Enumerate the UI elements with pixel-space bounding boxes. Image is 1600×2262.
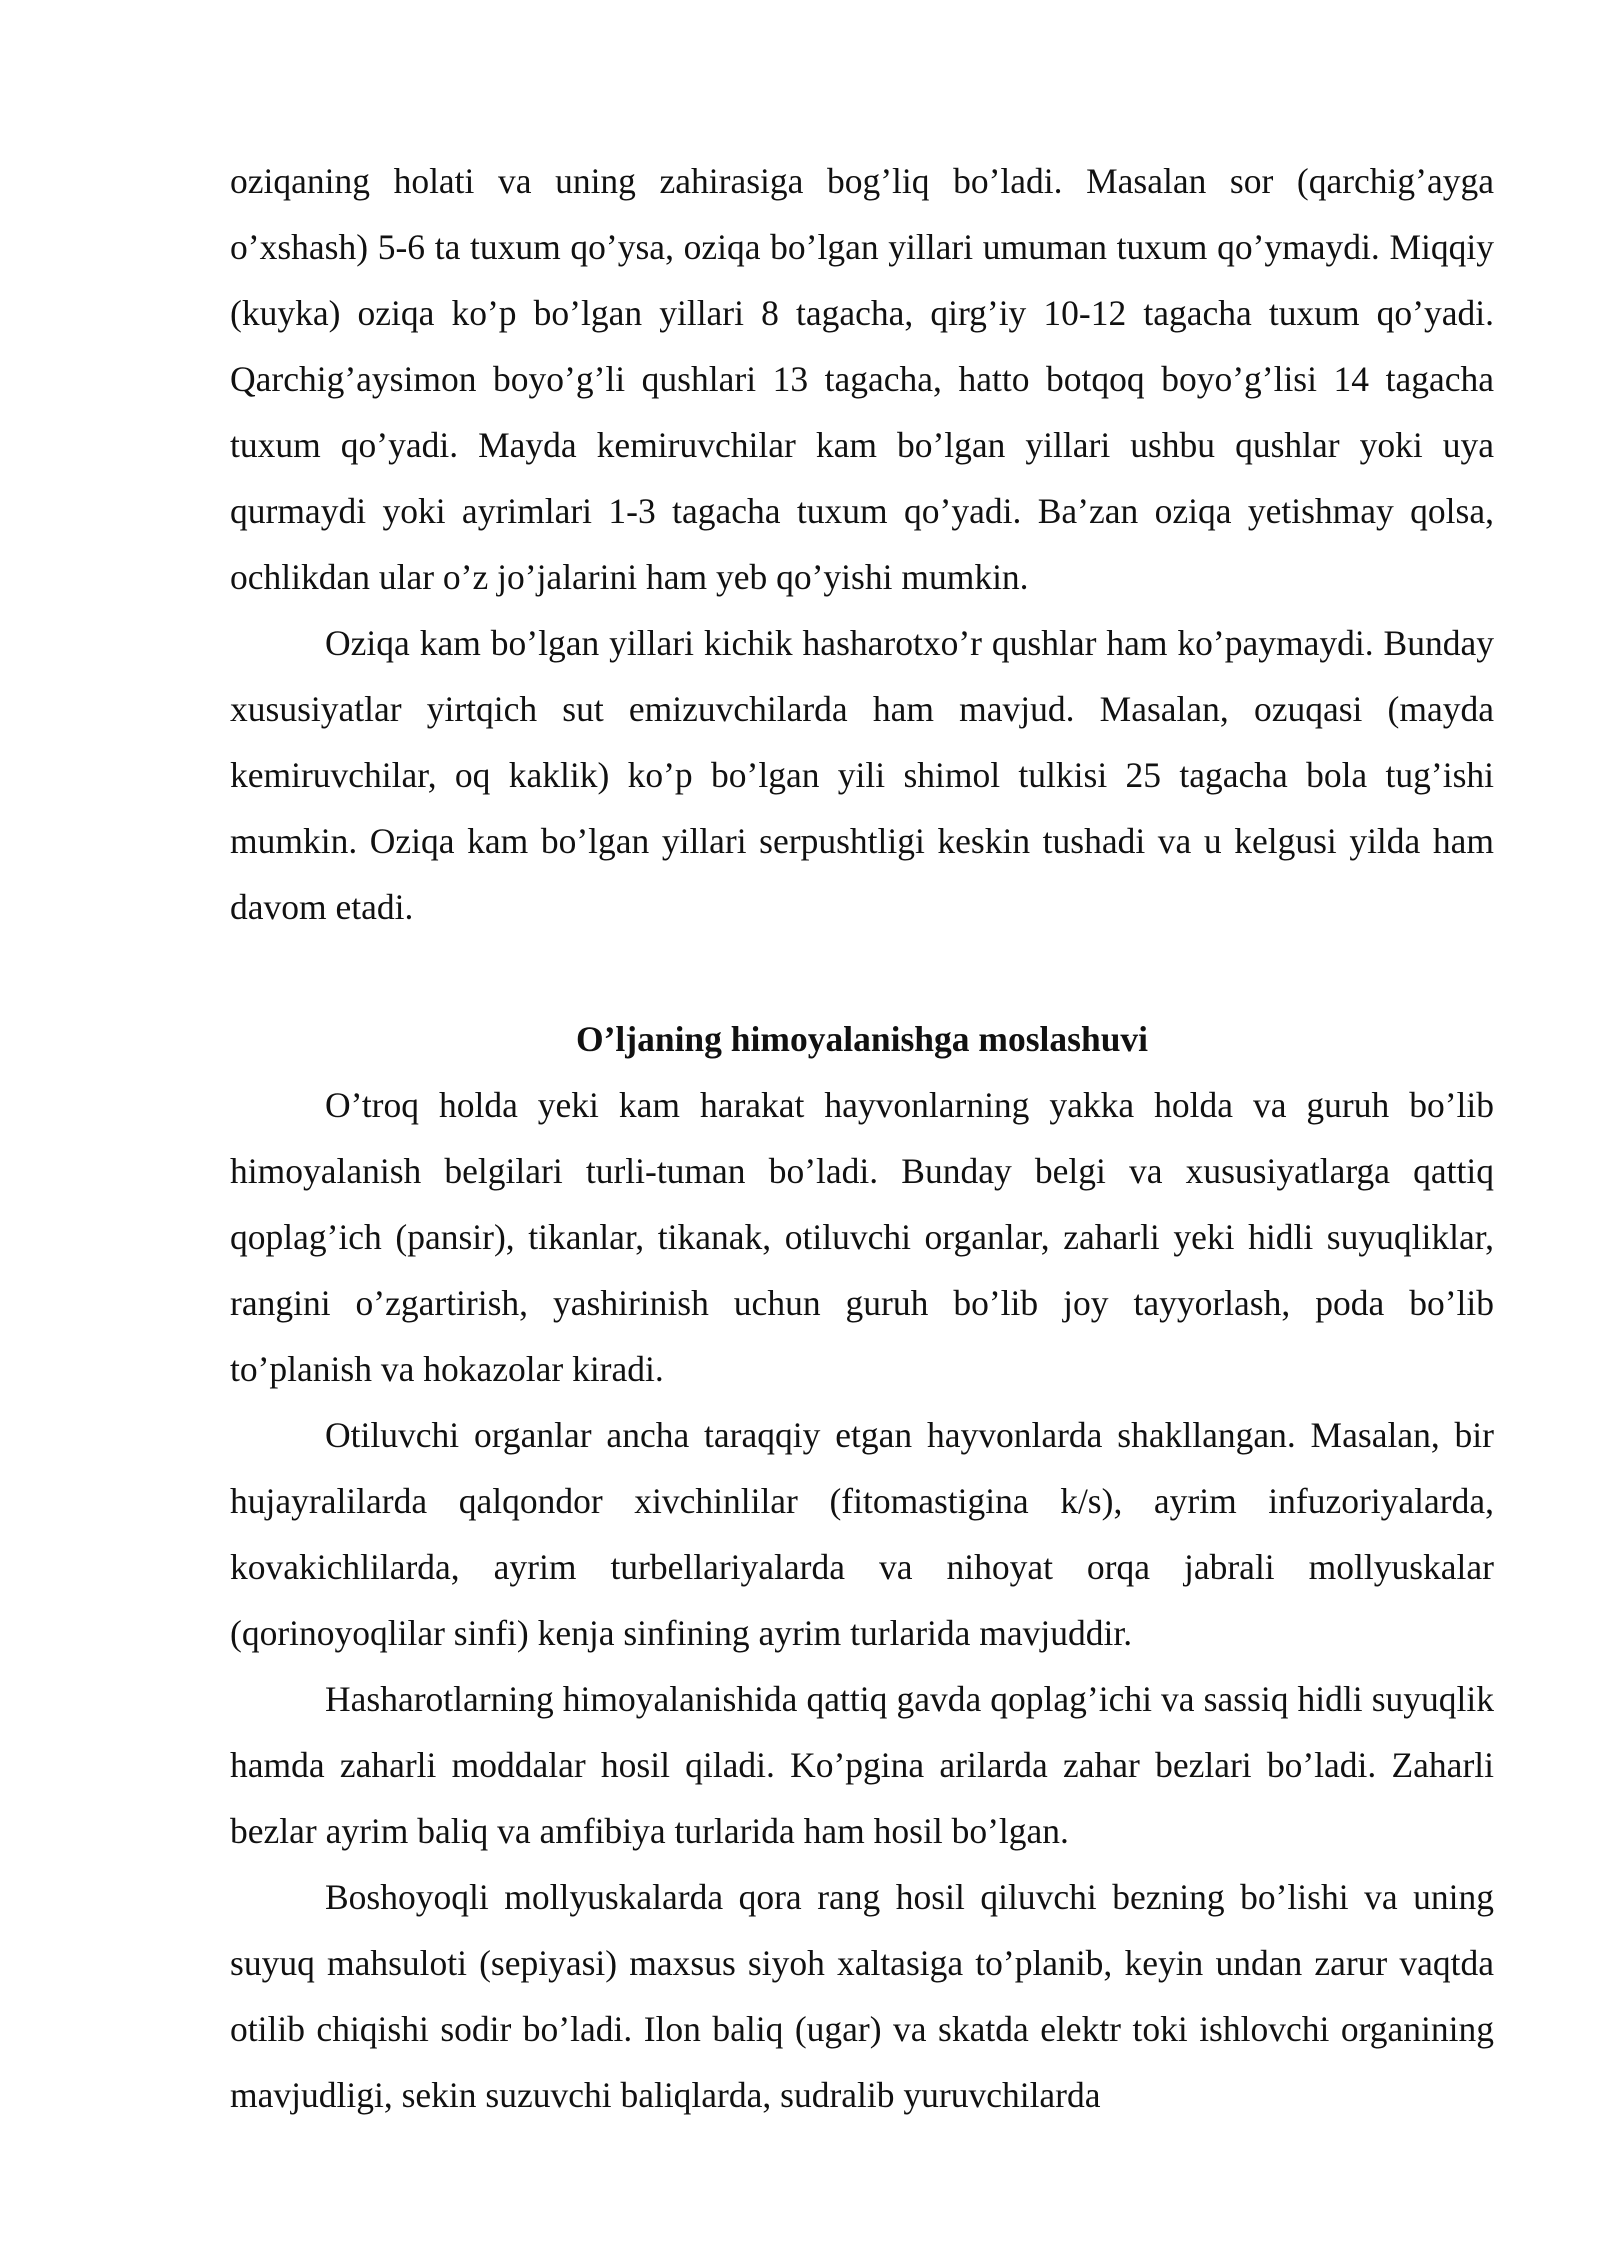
paragraph-defense-traits: O’troq holda yeki kam harakat hayvonlarning yakka holda va guruh bo’lib himoyalanish belgilari turli-tuman bo’ladi. Bunday belgi va xususiyatlarga qattiq qoplag’ich (pansir), tikanlar, tikanak, otiluvchi organlar, zaharli yeki hidli suyuqliklar, rangini o’zgartirish, yashirinish uchun guruh bo’lib joy tayyorlash, poda bo’lib to’planish va hokazolar kiradi.: [230, 1085, 1494, 1389]
section-spacer: [230, 940, 1494, 1006]
paragraph-ejecting-organs: Otiluvchi organlar ancha taraqqiy etgan hayvonlarda shakllangan. Masalan, bir hujayralilarda qalqondor xivchinlilar (fitomastigina k/s), ayrim infuzoriyalarda, kovakichlilarda, ayrim turbellariyalarda va nihoyat orqa jabrali mollyuskalar (qorinoyoqlilar sinfi) kenja sinfining ayrim turlarida mavjuddir.: [230, 1415, 1494, 1653]
paragraph-cephalopod-ink: Boshoyoqli mollyuskalarda qora rang hosil qiluvchi bezning bo’lishi va uning suyuq mahsuloti (sepiyasi) maxsus siyoh xaltasiga to’planib, keyin undan zarur vaqtda otilib chiqishi sodir bo’ladi. Ilon baliq (ugar) va skatda elektr toki ishlovchi organining mavjudligi, sekin suzuvchi baliqlarda, sudralib yuruvchilarda: [230, 1877, 1494, 2115]
document-page: [230, 148, 1494, 2128]
paragraph-insectivorous-birds: Oziqa kam bo’lgan yillari kichik hasharotxo’r qushlar ham ko’paymaydi. Bunday xususiyatlar yirtqich sut emizuvchilarda ham mavjud. Masalan, ozuqasi (mayda kemiruvchilar, oq kaklik) ko’p bo’lgan yili shimol tulkisi 25 tagacha bola tug’ishi mumkin. Oziqa kam bo’lgan yillari serpushtligi keskin tushadi va u kelgusi yilda ham davom etadi.: [230, 623, 1494, 927]
paragraph-insect-defense: Hasharotlarning himoyalanishida qattiq gavda qoplag’ichi va sassiq hidli suyuqlik hamda zaharli moddalar hosil qiladi. Ko’pgina arilarda zahar bezlari bo’ladi. Zaharli bezlar ayrim baliq va amfibiya turlarida ham hosil bo’lgan.: [230, 1679, 1494, 1851]
section-heading: O’ljaning himoyalanishga moslashuvi: [575, 1019, 1149, 1059]
paragraph-food-supply: oziqaning holati va uning zahirasiga bog’liq bo’ladi. Masalan sor (qarchig’ayga o’xshash) 5-6 ta tuxum qo’ysa, oziqa bo’lgan yillari umuman tuxum qo’ymaydi. Miqqiy (kuyka) oziqa ko’p bo’lgan yillari 8 tagacha, qirg’iy 10-12 tagacha tuxum qo’yadi. Qarchig’aysimon boyo’g’li qushlari 13 tagacha, hatto botqoq boyo’g’lisi 14 tagacha tuxum qo’yadi. Mayda kemiruvchilar kam bo’lgan yillari ushbu qushlar yoki uya qurmaydi yoki ayrimlari 1-3 tagacha tuxum qo’yadi. Ba’zan oziqa yetishmay qolsa, ochlikdan ular o’z jo’jalarini ham yeb qo’yishi mumkin.: [230, 161, 1494, 597]
